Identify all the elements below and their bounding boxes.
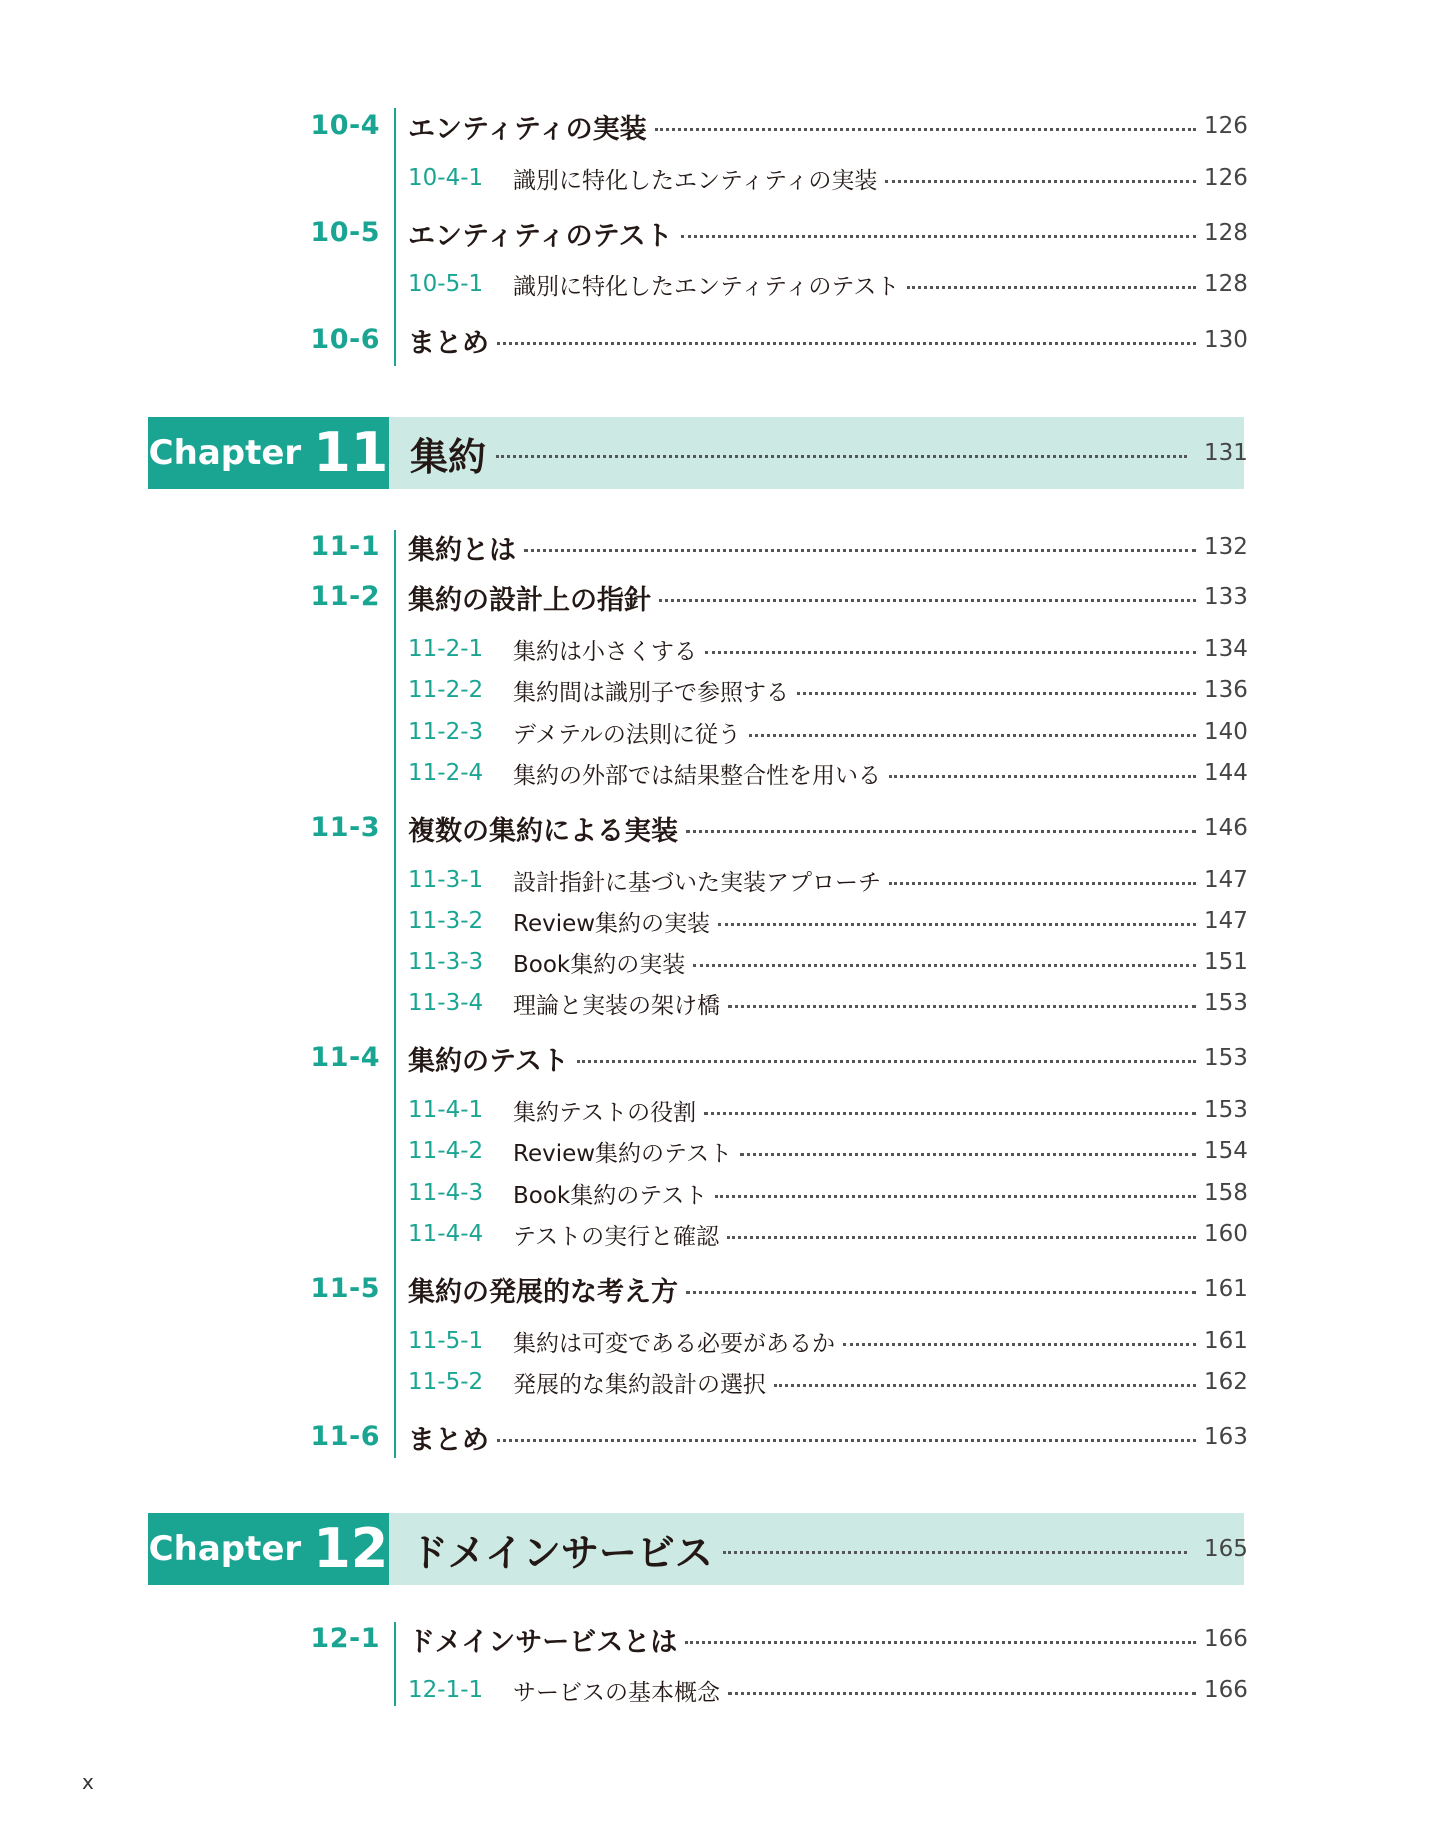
toc-subsection[interactable] <box>0 670 1433 710</box>
section-title: 集約とは <box>408 534 516 566</box>
toc-subsection[interactable] <box>0 158 1433 198</box>
toc-section[interactable] <box>0 320 1433 360</box>
toc-subsection[interactable] <box>0 1214 1433 1254</box>
subsection-title: 設計指針に基づいた実装アプローチ <box>513 869 881 896</box>
page-number: 162 <box>1204 1369 1248 1395</box>
leader-dots <box>718 923 1196 926</box>
subsection-number: 11-4-4 <box>408 1221 484 1247</box>
section-title: まとめ <box>408 327 489 359</box>
leader-dots <box>497 1439 1196 1442</box>
page-number: 147 <box>1204 908 1248 934</box>
toc-section[interactable] <box>0 1038 1433 1078</box>
page-number: 136 <box>1204 677 1248 703</box>
page-number: 126 <box>1204 113 1248 139</box>
leader-dots <box>797 692 1196 695</box>
page-number: 153 <box>1204 990 1248 1016</box>
chapter-title: 集約 <box>410 434 487 479</box>
chapter-tag <box>148 1513 389 1585</box>
page-number: 147 <box>1204 867 1248 893</box>
page-number: 161 <box>1204 1276 1248 1302</box>
section-title: 集約の発展的な考え方 <box>408 1276 678 1308</box>
subsection-number: 11-2-3 <box>408 719 484 745</box>
section-title: 集約のテスト <box>408 1045 569 1077</box>
chapter-word: Chapter <box>148 1529 302 1569</box>
subsection-number: 11-3-4 <box>408 990 484 1016</box>
page-number: 134 <box>1204 636 1248 662</box>
chapter-number: 12 <box>313 1517 389 1580</box>
toc-section[interactable] <box>0 213 1433 253</box>
toc-subsection[interactable] <box>0 1173 1433 1213</box>
toc-subsection[interactable] <box>0 942 1433 982</box>
subsection-title: テストの実行と確認 <box>513 1223 720 1250</box>
page-number: 144 <box>1204 760 1248 786</box>
chapter-banner[interactable] <box>148 417 1248 489</box>
subsection-title: Review集約の実装 <box>513 910 711 937</box>
subsection-title: 集約間は識別子で参照する <box>513 679 789 706</box>
section-number: 10-5 <box>310 217 380 248</box>
toc-subsection[interactable] <box>0 983 1433 1023</box>
subsection-number: 11-2-4 <box>408 760 484 786</box>
chapter-number: 11 <box>313 421 389 484</box>
page-folio: x <box>82 1770 94 1794</box>
leader-dots <box>524 549 1196 552</box>
subsection-title: Book集約の実装 <box>513 951 686 978</box>
toc-subsection[interactable] <box>0 1321 1433 1361</box>
toc-section[interactable] <box>0 527 1433 567</box>
section-number: 11-1 <box>310 531 380 562</box>
leader-dots <box>685 1641 1196 1644</box>
section-number: 11-6 <box>310 1421 380 1452</box>
toc-section[interactable] <box>0 808 1433 848</box>
leader-dots <box>727 1236 1196 1239</box>
leader-dots <box>497 342 1196 345</box>
subsection-number: 11-5-2 <box>408 1369 484 1395</box>
subsection-number: 10-4-1 <box>408 165 484 191</box>
subsection-title: Review集約のテスト <box>513 1140 733 1167</box>
leader-dots <box>705 651 1196 654</box>
page-number: 140 <box>1204 719 1248 745</box>
toc-section[interactable] <box>0 1269 1433 1309</box>
chapter-page-number: 131 <box>1204 440 1248 466</box>
toc-subsection[interactable] <box>0 753 1433 793</box>
subsection-title: デメテルの法則に従う <box>513 721 741 748</box>
toc-subsection[interactable] <box>0 264 1433 304</box>
subsection-title: 識別に特化したエンティティのテスト <box>513 273 900 300</box>
subsection-title: 識別に特化したエンティティの実装 <box>513 167 878 194</box>
section-title: ドメインサービスとは <box>408 1626 678 1658</box>
page-number: 130 <box>1204 327 1248 353</box>
toc-subsection[interactable] <box>0 629 1433 669</box>
section-title: 複数の集約による実装 <box>408 815 678 847</box>
leader-dots <box>843 1343 1196 1346</box>
chapter-page-number: 165 <box>1204 1536 1248 1562</box>
page-number: 133 <box>1204 584 1248 610</box>
leader-dots <box>889 775 1196 778</box>
leader-dots <box>693 964 1196 967</box>
page-number: 163 <box>1204 1424 1248 1450</box>
section-number: 11-2 <box>310 581 380 612</box>
subsection-title: 理論と実装の架け橋 <box>513 992 720 1019</box>
toc-section[interactable] <box>0 1417 1433 1457</box>
page-number: 151 <box>1204 949 1248 975</box>
leader-dots <box>885 180 1196 183</box>
section-number: 10-6 <box>310 324 380 355</box>
subsection-title: 集約の外部では結果整合性を用いる <box>513 762 881 789</box>
page-number: 128 <box>1204 220 1248 246</box>
leader-dots <box>723 1551 1187 1554</box>
subsection-number: 11-5-1 <box>408 1328 484 1354</box>
section-title: 集約の設計上の指針 <box>408 584 651 616</box>
subsection-number: 11-2-2 <box>408 677 484 703</box>
leader-dots <box>655 128 1196 131</box>
leader-dots <box>740 1153 1196 1156</box>
page-number: 161 <box>1204 1328 1248 1354</box>
leader-dots <box>715 1195 1196 1198</box>
chapter-title: ドメインサービス <box>410 1530 713 1575</box>
subsection-title: 集約テストの役割 <box>513 1099 697 1126</box>
page-number: 132 <box>1204 534 1248 560</box>
toc-subsection[interactable] <box>0 901 1433 941</box>
subsection-number: 11-3-1 <box>408 867 484 893</box>
section-number: 11-5 <box>310 1273 380 1304</box>
subsection-number: 11-4-2 <box>408 1138 484 1164</box>
toc-subsection[interactable] <box>0 1131 1433 1171</box>
subsection-number: 11-3-2 <box>408 908 484 934</box>
section-title: エンティティの実装 <box>408 113 647 145</box>
subsection-title: 集約は小さくする <box>513 638 697 665</box>
section-number: 10-4 <box>310 110 380 141</box>
chapter-word: Chapter <box>148 433 302 473</box>
page-number: 146 <box>1204 815 1248 841</box>
page-number: 160 <box>1204 1221 1248 1247</box>
subsection-title: 発展的な集約設計の選択 <box>513 1371 766 1398</box>
section-number: 11-3 <box>310 812 380 843</box>
section-number: 12-1 <box>310 1623 380 1654</box>
toc-section[interactable] <box>0 577 1433 617</box>
page-number: 126 <box>1204 165 1248 191</box>
leader-dots <box>728 1005 1196 1008</box>
page-number: 158 <box>1204 1180 1248 1206</box>
subsection-title: Book集約のテスト <box>513 1182 708 1209</box>
toc-subsection[interactable] <box>0 860 1433 900</box>
leader-dots <box>889 882 1196 885</box>
toc-section[interactable] <box>0 1619 1433 1659</box>
leader-dots <box>774 1384 1196 1387</box>
page-number: 166 <box>1204 1626 1248 1652</box>
leader-dots <box>686 1291 1196 1294</box>
subsection-number: 10-5-1 <box>408 271 484 297</box>
leader-dots <box>704 1112 1196 1115</box>
page-number: 153 <box>1204 1045 1248 1071</box>
subsection-title: 集約は可変である必要があるか <box>513 1330 835 1357</box>
toc-section[interactable] <box>0 106 1433 146</box>
page-number: 128 <box>1204 271 1248 297</box>
page-number: 154 <box>1204 1138 1248 1164</box>
section-title: エンティティのテスト <box>408 220 673 252</box>
subsection-number: 12-1-1 <box>408 1677 484 1703</box>
toc-subsection[interactable] <box>0 1670 1433 1710</box>
subsection-number: 11-4-1 <box>408 1097 484 1123</box>
leader-dots <box>728 1692 1196 1695</box>
leader-dots <box>749 734 1196 737</box>
subsection-number: 11-2-1 <box>408 636 484 662</box>
page-number: 153 <box>1204 1097 1248 1123</box>
leader-dots <box>686 830 1196 833</box>
page-number: 166 <box>1204 1677 1248 1703</box>
chapter-tag <box>148 417 389 489</box>
leader-dots <box>659 599 1196 602</box>
toc-subsection[interactable] <box>0 712 1433 752</box>
leader-dots <box>681 235 1196 238</box>
chapter-banner[interactable] <box>148 1513 1248 1585</box>
toc-subsection[interactable] <box>0 1090 1433 1130</box>
leader-dots <box>496 455 1187 458</box>
section-title: まとめ <box>408 1424 489 1456</box>
leader-dots <box>907 286 1196 289</box>
subsection-number: 11-3-3 <box>408 949 484 975</box>
section-number: 11-4 <box>310 1042 380 1073</box>
subsection-number: 11-4-3 <box>408 1180 484 1206</box>
toc-subsection[interactable] <box>0 1362 1433 1402</box>
leader-dots <box>577 1060 1196 1063</box>
subsection-title: サービスの基本概念 <box>513 1679 720 1706</box>
